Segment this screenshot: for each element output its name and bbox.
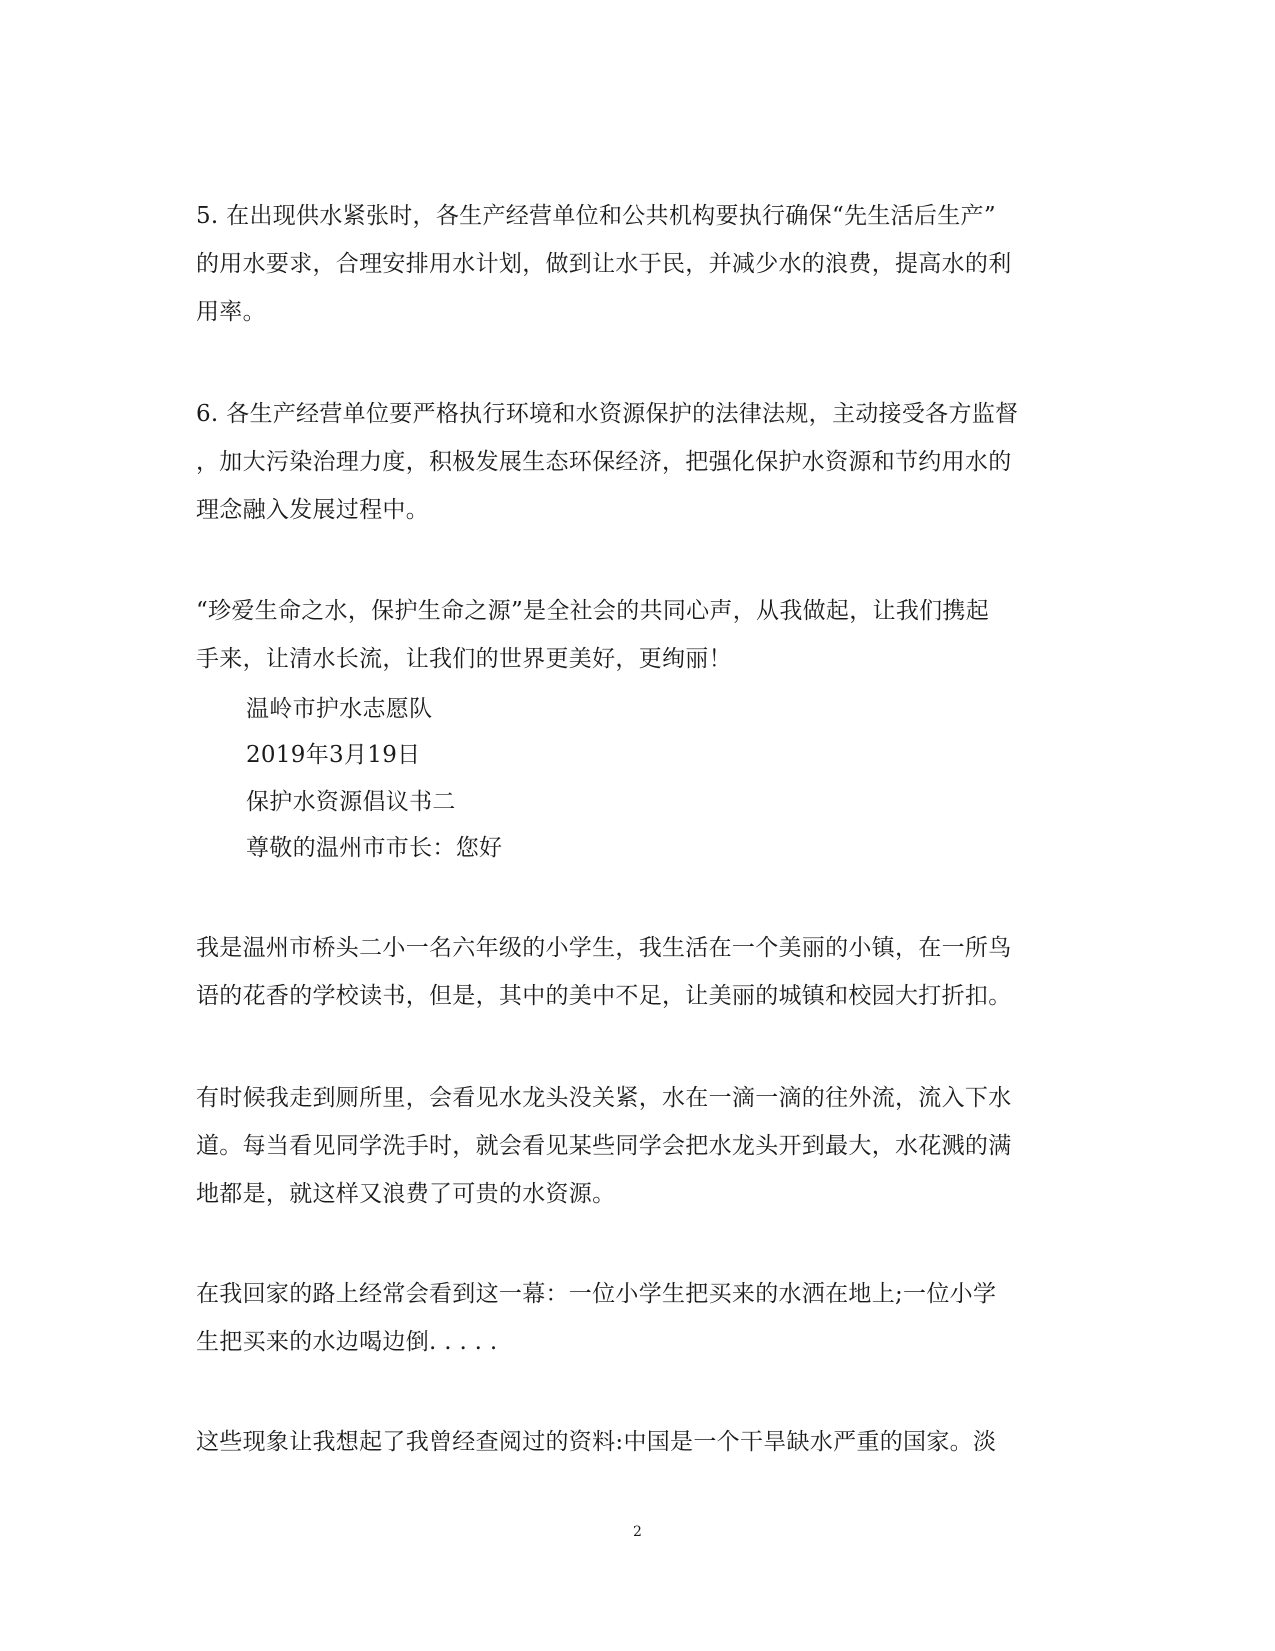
intro-line-1: 我是温州市桥头二小一名六年级的小学生，我生活在一个美丽的小镇，在一所鸟 [196, 935, 1012, 961]
signature-date: 2019年3月19日 [246, 742, 421, 768]
closing-line-2: 手来，让清水长流，让我们的世界更美好，更绚丽！ [196, 646, 732, 672]
research-line-1: 这些现象让我想起了我曾经查阅过的资料:中国是一个干旱缺水严重的国家。淡 [196, 1429, 997, 1455]
road-line-2: 生把买来的水边喝边倒. . . . . [196, 1329, 498, 1355]
signature-organization: 温岭市护水志愿队 [246, 696, 433, 722]
second-letter-title: 保护水资源倡议书二 [246, 789, 456, 815]
letter-greeting: 尊敬的温州市市长：您好 [246, 835, 503, 861]
closing-line-1: “珍爱生命之水，保护生命之源”是全社会的共同心声，从我做起，让我们携起 [196, 598, 990, 624]
paragraph-6-line-3: 理念融入发展过程中。 [196, 497, 429, 523]
toilet-line-2: 道。每当看见同学洗手时，就会看见某些同学会把水龙头开到最大，水花溅的满 [196, 1133, 1012, 1159]
paragraph-6-line-1: 6. 各生产经营单位要严格执行环境和水资源保护的法律法规，主动接受各方监督 [196, 401, 1019, 427]
page-number: 2 [633, 1524, 642, 1540]
toilet-line-1: 有时候我走到厕所里，会看见水龙头没关紧，水在一滴一滴的往外流，流入下水 [196, 1085, 1012, 1111]
road-line-1: 在我回家的路上经常会看到这一幕：一位小学生把买来的水洒在地上;一位小学 [196, 1281, 997, 1307]
toilet-line-3: 地都是，就这样又浪费了可贵的水资源。 [196, 1181, 616, 1207]
paragraph-5-line-2: 的用水要求，合理安排用水计划，做到让水于民，并减少水的浪费，提高水的利 [196, 251, 1012, 277]
paragraph-5-line-1: 5. 在出现供水紧张时，各生产经营单位和公共机构要执行确保“先生活后生产” [196, 203, 996, 229]
intro-line-2: 语的花香的学校读书，但是，其中的美中不足，让美丽的城镇和校园大打折扣。 [196, 983, 1012, 1009]
paragraph-5-line-3: 用率。 [196, 299, 266, 325]
paragraph-6-line-2: ，加大污染治理力度，积极发展生态环保经济，把强化保护水资源和节约用水的 [196, 449, 1012, 475]
